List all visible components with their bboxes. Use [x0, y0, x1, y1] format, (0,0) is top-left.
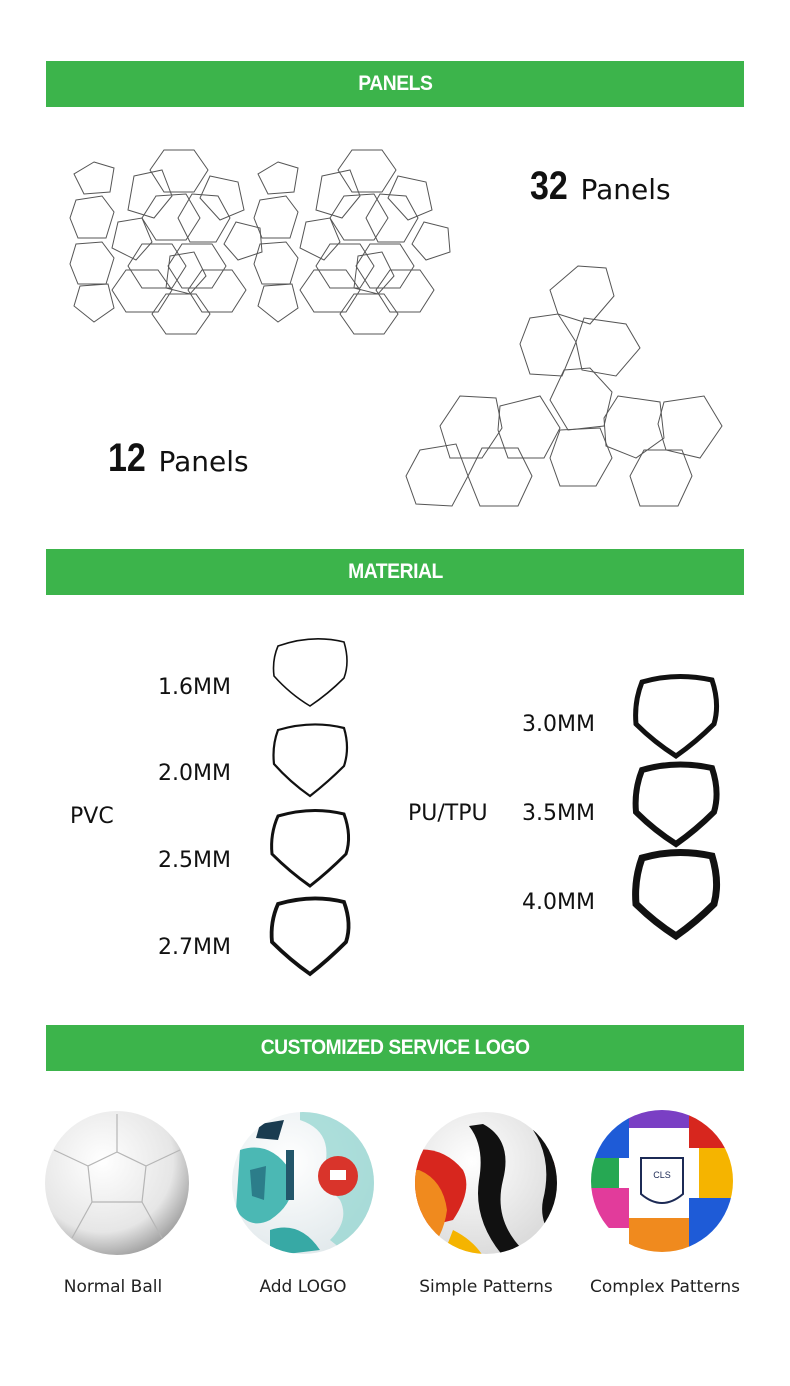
section-banner-panels [46, 61, 744, 107]
panels-12-number: 12 [108, 436, 146, 480]
panels-12-label [108, 436, 249, 481]
panels-12-word: Panels [158, 445, 249, 478]
section-banner-material [46, 549, 744, 595]
pu-tpu-pentagon-sample-icon [628, 762, 724, 848]
pu-tpu-pentagon-sample-icon [628, 850, 724, 940]
pu-tpu-thickness-label: 3.0MM [522, 712, 595, 737]
add-logo-ball-image [230, 1110, 376, 1256]
pvc-pentagon-sample-icon [266, 894, 356, 978]
pvc-thickness-label: 2.5MM [158, 848, 231, 873]
section-banner-custom-logo [46, 1025, 744, 1071]
svg-text:CLS: CLS [653, 1170, 671, 1180]
pvc-thickness-label: 2.7MM [158, 935, 231, 960]
section-title-material: MATERIAL [347, 560, 443, 583]
panels-32-word: Panels [580, 173, 671, 206]
pu-tpu-thickness-label: 4.0MM [522, 890, 595, 915]
panels-32-label [530, 164, 671, 209]
pvc-pentagon-sample-icon [266, 806, 356, 890]
section-title-panels: PANELS [357, 72, 433, 95]
pvc-thickness-label: 2.0MM [158, 761, 231, 786]
pu-tpu-thickness-label: 3.5MM [522, 801, 595, 826]
logo-option-caption: Simple Patterns [419, 1277, 553, 1297]
complex-patterns-ball-image [589, 1108, 735, 1254]
logo-option-caption: Normal Ball [63, 1277, 163, 1297]
material-pu-tpu-label: PU/TPU [408, 801, 488, 826]
pvc-pentagon-sample-icon [266, 632, 356, 712]
logo-option-caption: Complex Patterns [590, 1277, 740, 1297]
pvc-thickness-label: 1.6MM [158, 675, 231, 700]
material-pvc-label: PVC [70, 804, 114, 829]
normal-ball-image [42, 1108, 192, 1258]
simple-patterns-ball-image [413, 1110, 559, 1256]
panels-12-outline-diagram [400, 262, 730, 512]
pu-tpu-pentagon-sample-icon [628, 674, 724, 760]
pvc-pentagon-sample-icon [266, 720, 356, 800]
section-title-custom-logo: CUSTOMIZED SERVICE LOGO [260, 1036, 530, 1059]
panels-32-number: 32 [530, 164, 568, 208]
logo-option-caption: Add LOGO [259, 1277, 347, 1297]
